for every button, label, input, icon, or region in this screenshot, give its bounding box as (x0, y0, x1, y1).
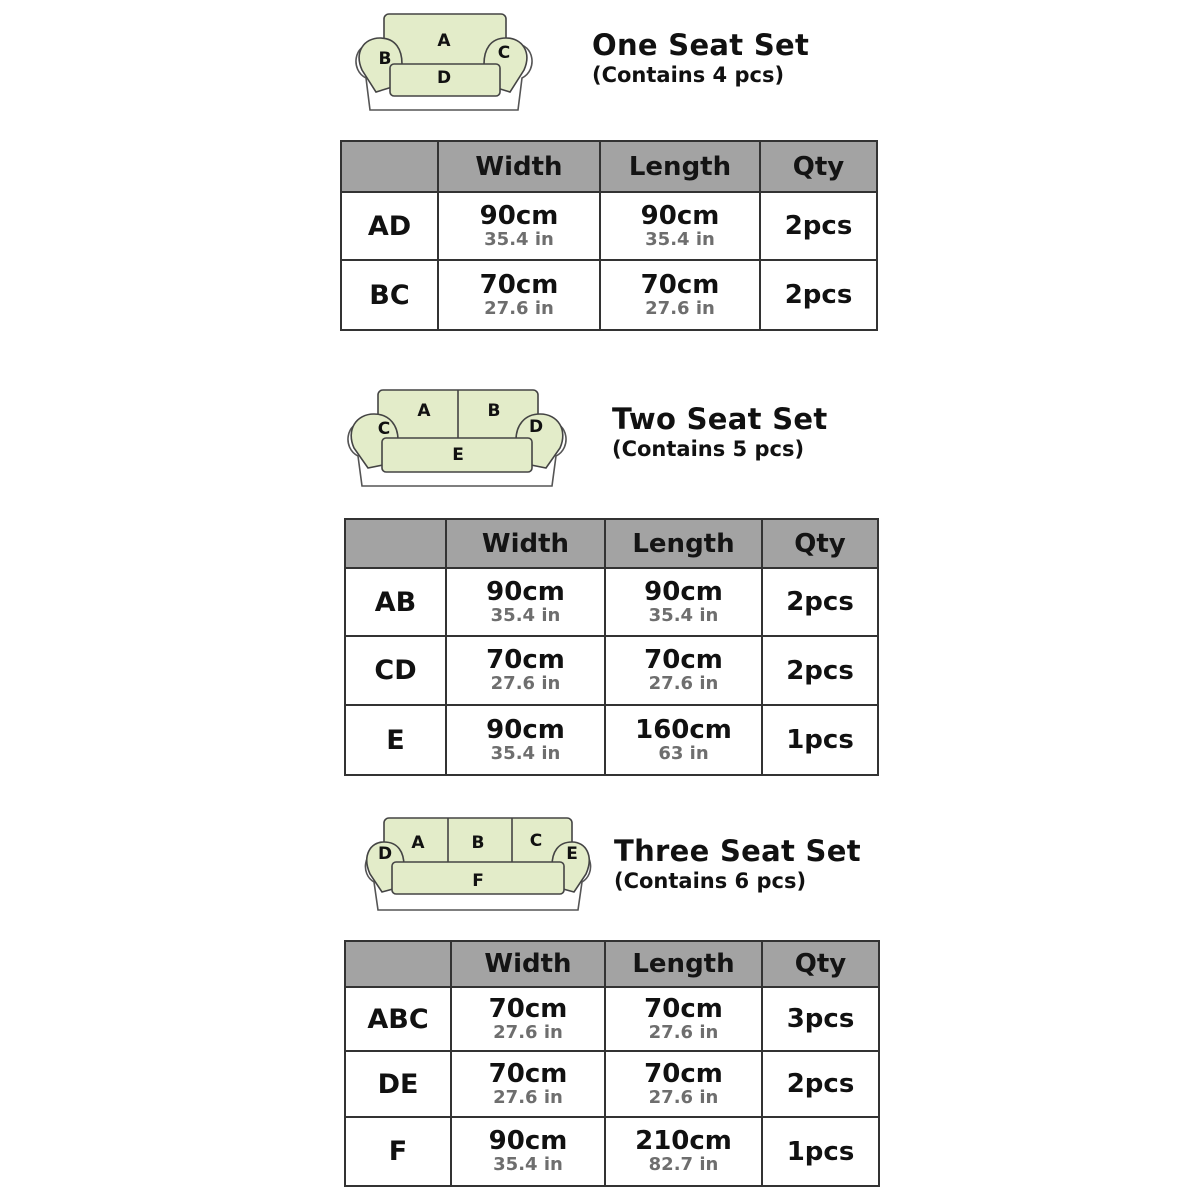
qty-cell: 1pcs (762, 705, 878, 775)
table-header-row (345, 519, 878, 568)
table-header-row (345, 941, 879, 987)
width-cell (451, 1051, 605, 1117)
qty-cell: 2pcs (760, 260, 877, 330)
length-in: 35.4 in (645, 228, 715, 250)
set-title: Two Seat Set (612, 402, 828, 436)
three-seat-size-table (344, 940, 880, 1187)
header-length: Length (600, 141, 760, 192)
width-cm: 90cm (486, 714, 565, 745)
sofa-label-d: D (528, 417, 544, 437)
set-subtitle: (Contains 6 pcs) (614, 869, 807, 893)
width-in: 35.4 in (490, 742, 561, 764)
one-seat-sofa-icon (352, 12, 534, 114)
sofa-label-b: B (378, 49, 392, 69)
two-seat-heading (612, 402, 828, 462)
set-title: Three Seat Set (614, 834, 861, 868)
length-cm: 210cm (635, 1126, 732, 1156)
table-row (345, 987, 879, 1051)
header-qty: Qty (762, 941, 879, 987)
width-cell (446, 705, 605, 775)
two-seat-sofa-icon (344, 388, 570, 488)
three-seat-heading (614, 834, 861, 894)
length-cell (605, 1117, 762, 1186)
sofa-label-d: D (436, 68, 452, 88)
length-in: 82.7 in (648, 1154, 719, 1175)
width-cm: 70cm (486, 645, 565, 675)
width-in: 27.6 in (484, 297, 554, 319)
header-width: Width (446, 519, 605, 568)
length-cm: 70cm (644, 1058, 723, 1089)
piece-label: ABC (345, 987, 451, 1051)
width-cell (451, 1117, 605, 1186)
piece-label: DE (345, 1051, 451, 1117)
length-cell (600, 192, 760, 260)
piece-label: E (345, 705, 446, 775)
sofa-label-e: E (452, 445, 464, 465)
piece-label: F (345, 1117, 451, 1186)
header-width: Width (438, 141, 600, 192)
sofa-label-c: C (377, 419, 391, 439)
length-in: 63 in (658, 742, 709, 764)
header-blank (345, 941, 451, 987)
table-row (341, 192, 877, 260)
header-length: Length (605, 519, 762, 568)
width-in: 27.6 in (493, 1021, 563, 1043)
one-seat-heading (592, 28, 809, 88)
three-seat-sofa-icon (362, 816, 594, 912)
qty-cell: 1pcs (762, 1117, 879, 1186)
qty-cell: 2pcs (762, 1051, 879, 1117)
qty-cell: 2pcs (762, 636, 878, 705)
length-in: 27.6 in (648, 1086, 719, 1108)
sofa-label-e: E (566, 844, 578, 864)
qty-cell: 2pcs (762, 568, 878, 636)
length-cell (605, 705, 762, 775)
width-cm: 90cm (486, 576, 565, 607)
header-width: Width (451, 941, 605, 987)
length-cell (605, 568, 762, 636)
length-cm: 70cm (640, 269, 720, 300)
width-cm: 90cm (479, 200, 559, 231)
length-in: 27.6 in (645, 297, 715, 319)
table-row (345, 1117, 879, 1186)
two-seat-size-table (344, 518, 879, 776)
sofa-label-a: A (411, 833, 425, 853)
length-cell (600, 260, 760, 330)
width-in: 35.4 in (484, 228, 554, 250)
width-cell (451, 987, 605, 1051)
width-in: 35.4 in (490, 604, 561, 626)
width-in: 35.4 in (493, 1154, 563, 1175)
table-row (345, 636, 878, 705)
table-row (345, 1051, 879, 1117)
sofa-label-f: F (472, 871, 484, 891)
length-cell (605, 1051, 762, 1117)
table-row (345, 568, 878, 636)
table-row (341, 260, 877, 330)
width-in: 27.6 in (493, 1086, 563, 1108)
header-length: Length (605, 941, 762, 987)
header-blank (345, 519, 446, 568)
sofa-label-d: D (377, 844, 393, 864)
qty-cell: 2pcs (760, 192, 877, 260)
length-cm: 70cm (644, 993, 723, 1024)
table-row (345, 705, 878, 775)
one-seat-size-table (340, 140, 878, 331)
width-cell (446, 636, 605, 705)
sofa-label-a: A (417, 401, 431, 421)
length-cell (605, 987, 762, 1051)
length-in: 27.6 in (648, 673, 719, 694)
piece-label: BC (341, 260, 438, 330)
sofa-label-b: B (487, 401, 501, 421)
set-subtitle: (Contains 4 pcs) (592, 63, 785, 87)
header-qty: Qty (760, 141, 877, 192)
piece-label: AB (345, 568, 446, 636)
width-cm: 70cm (488, 993, 568, 1024)
table-header-row (341, 141, 877, 192)
sofa-label-c: C (497, 43, 511, 63)
width-cm: 70cm (479, 269, 559, 300)
qty-cell: 3pcs (762, 987, 879, 1051)
sofa-label-b: B (471, 833, 485, 853)
sofa-label-a: A (437, 31, 451, 51)
header-qty: Qty (762, 519, 878, 568)
piece-label: CD (345, 636, 446, 705)
piece-label: AD (341, 192, 438, 260)
length-cm: 160cm (635, 714, 732, 745)
length-cm: 90cm (644, 576, 723, 607)
width-cm: 90cm (488, 1126, 568, 1156)
length-cm: 90cm (640, 200, 720, 231)
width-cm: 70cm (488, 1058, 568, 1089)
length-in: 27.6 in (648, 1021, 719, 1043)
length-cell (605, 636, 762, 705)
width-in: 27.6 in (490, 673, 561, 694)
length-cm: 70cm (644, 645, 723, 675)
length-in: 35.4 in (648, 604, 719, 626)
width-cell (438, 192, 600, 260)
set-subtitle: (Contains 5 pcs) (612, 437, 805, 461)
width-cell (446, 568, 605, 636)
width-cell (438, 260, 600, 330)
set-title: One Seat Set (592, 28, 810, 62)
header-blank (341, 141, 438, 192)
sofa-label-c: C (529, 831, 543, 851)
